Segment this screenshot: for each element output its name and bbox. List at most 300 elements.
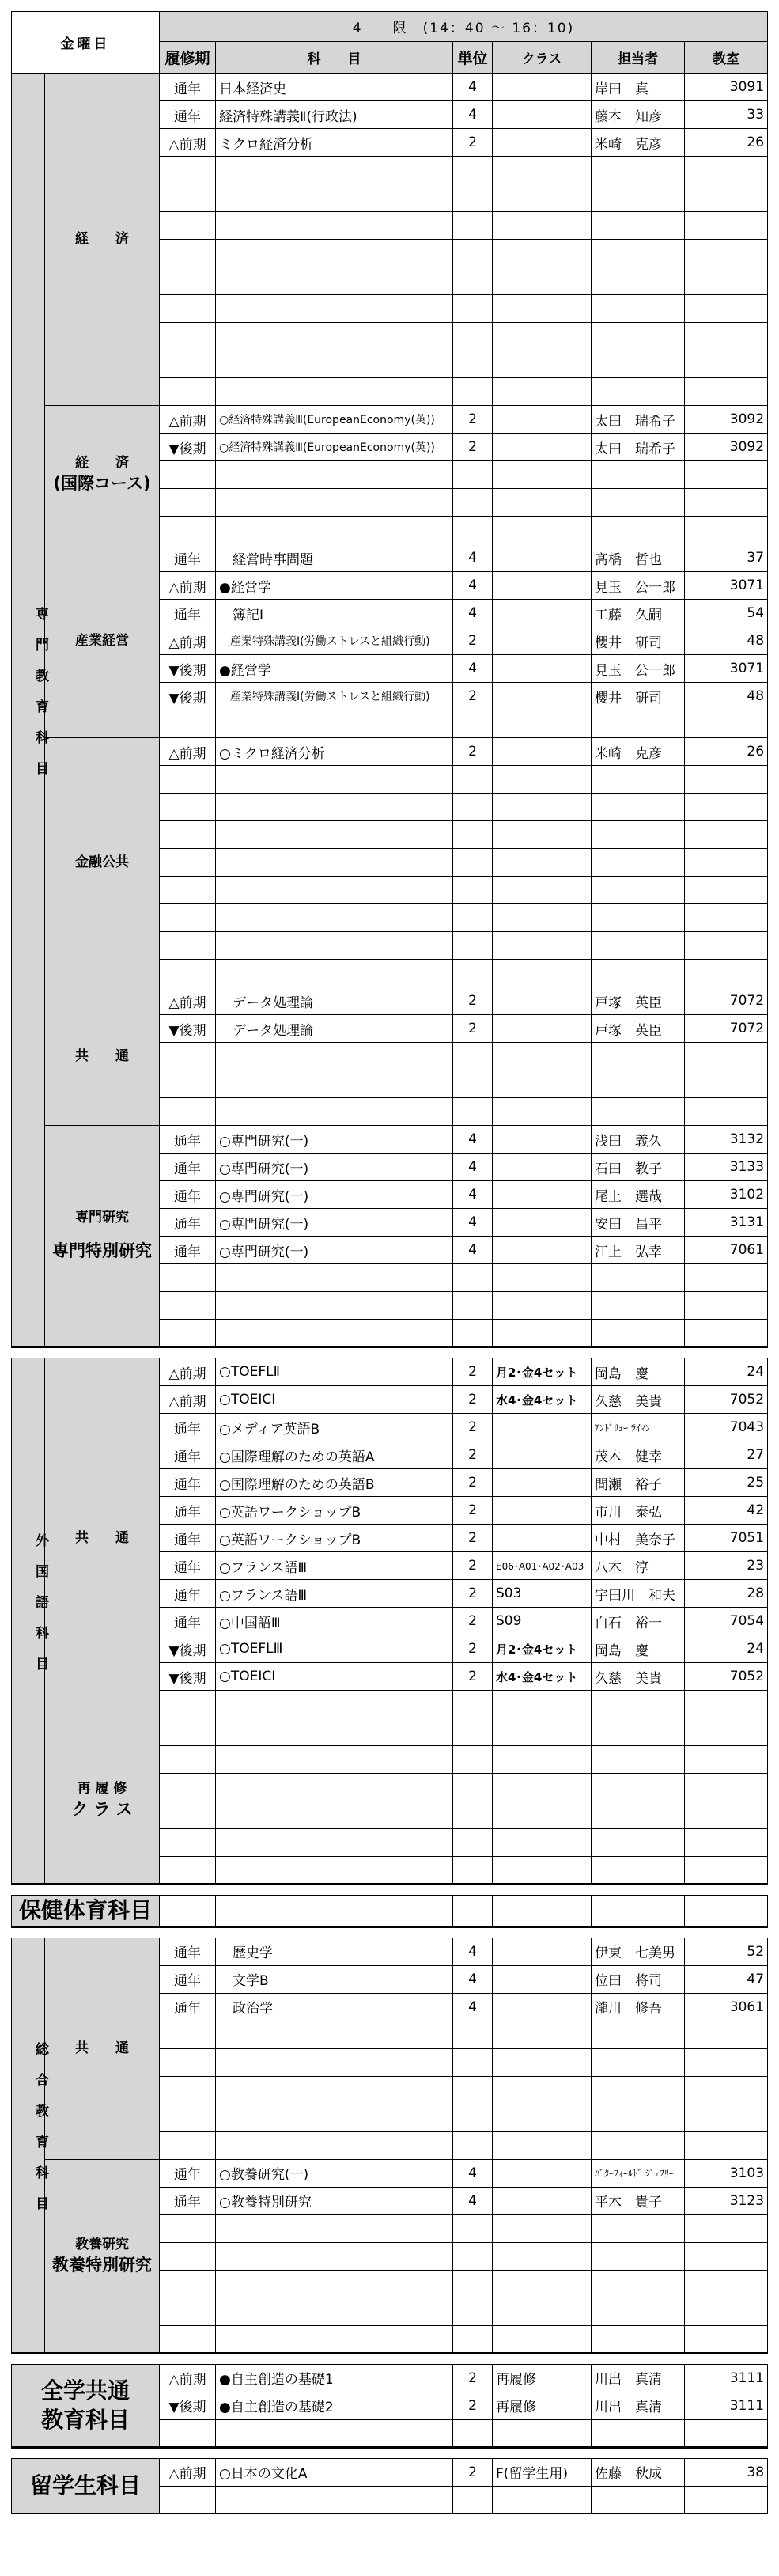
class-cell: [493, 295, 592, 323]
units-cell: 2: [453, 2458, 493, 2486]
class-cell: [493, 2325, 592, 2353]
course-cell: 歴史学: [216, 1938, 453, 1965]
subcategory-senmon_kenkyu: [45, 1126, 160, 1347]
subcategory-label: 共 通: [75, 2040, 129, 2056]
category-label: 保健体育科目: [18, 1897, 152, 1923]
units-cell: [453, 378, 493, 406]
class-cell: [493, 1181, 592, 1209]
room-cell: 3071: [685, 655, 768, 683]
class-cell: [493, 323, 592, 350]
course-cell: ○経済特殊講義Ⅲ(EuropeanEconomy(英)): [216, 434, 453, 461]
teacher-cell: [592, 904, 685, 932]
course-cell: ○メディア英語B: [216, 1414, 453, 1441]
room-cell: 27: [685, 1441, 768, 1469]
room-cell: 3103: [685, 2159, 768, 2187]
room-cell: 3132: [685, 1126, 768, 1154]
teacher-cell: 櫻井 研司: [592, 683, 685, 710]
course-cell: [216, 1264, 453, 1292]
course-cell: [216, 461, 453, 489]
class-cell: [493, 766, 592, 794]
units-cell: [453, 2419, 493, 2447]
class-cell: [493, 821, 592, 849]
units-cell: [453, 766, 493, 794]
course-cell: [216, 2486, 453, 2513]
course-cell: [216, 184, 453, 212]
day-title: 金曜日: [12, 12, 160, 74]
room-cell: 38: [685, 2458, 768, 2486]
units-cell: [453, 1718, 493, 1746]
units-cell: [453, 2486, 493, 2513]
class-cell: [493, 2131, 592, 2159]
teacher-cell: 米崎 克彦: [592, 738, 685, 766]
term-cell: 通年: [160, 1608, 216, 1635]
units-cell: 2: [453, 129, 493, 157]
teacher-cell: [592, 2131, 685, 2159]
teacher-cell: 安田 昌平: [592, 1209, 685, 1237]
class-cell: 水4･金4セット: [493, 1386, 592, 1414]
term-cell: ▼後期: [160, 1015, 216, 1043]
units-cell: 2: [453, 987, 493, 1015]
teacher-cell: [592, 932, 685, 960]
room-cell: [685, 960, 768, 987]
course-cell: [216, 1098, 453, 1126]
term-cell: [160, 960, 216, 987]
teacher-cell: [592, 2486, 685, 2513]
class-cell: E06･A01･A02･A03: [493, 1552, 592, 1580]
class-cell: [493, 1154, 592, 1181]
term-cell: [160, 350, 216, 378]
term-cell: [160, 766, 216, 794]
teacher-cell: [592, 1829, 685, 1857]
teacher-cell: [592, 461, 685, 489]
class-cell: [493, 2021, 592, 2048]
units-cell: 2: [453, 1386, 493, 1414]
teacher-cell: [592, 1043, 685, 1070]
teacher-cell: [592, 1264, 685, 1292]
units-cell: 2: [453, 2364, 493, 2392]
teacher-cell: [592, 350, 685, 378]
term-cell: [160, 2325, 216, 2353]
timetable-sheet: [11, 11, 767, 2514]
units-cell: 4: [453, 655, 493, 683]
class-cell: [493, 710, 592, 738]
teacher-cell: 久慈 美貴: [592, 1386, 685, 1414]
subcategory-label: 共 通: [75, 1047, 129, 1064]
course-cell: ○国際理解のための英語A: [216, 1441, 453, 1469]
course-cell: [216, 794, 453, 821]
teacher-cell: 久慈 美貴: [592, 1663, 685, 1691]
course-cell: [216, 766, 453, 794]
table-row: [12, 74, 768, 101]
term-cell: [160, 2214, 216, 2242]
term-cell: ▼後期: [160, 655, 216, 683]
course-cell: [216, 2270, 453, 2298]
teacher-cell: [592, 489, 685, 517]
term-cell: [160, 794, 216, 821]
course-cell: [216, 267, 453, 295]
class-cell: [493, 572, 592, 600]
room-cell: [685, 1043, 768, 1070]
room-cell: [685, 461, 768, 489]
subcategory-label: 経 済: [75, 455, 129, 472]
room-cell: 42: [685, 1497, 768, 1525]
course-cell: [216, 1292, 453, 1320]
room-cell: 3092: [685, 434, 768, 461]
course-cell: [216, 212, 453, 240]
class-cell: [493, 1320, 592, 1347]
teacher-cell: [592, 2214, 685, 2242]
class-cell: [493, 627, 592, 655]
teacher-cell: [592, 1320, 685, 1347]
units-cell: [453, 1774, 493, 1801]
course-cell: ●自主創造の基礎2: [216, 2392, 453, 2419]
units-cell: 4: [453, 1209, 493, 1237]
units-cell: 2: [453, 1663, 493, 1691]
teacher-cell: 伊東 七美男: [592, 1938, 685, 1965]
room-cell: [685, 794, 768, 821]
units-cell: [453, 1264, 493, 1292]
room-cell: [685, 849, 768, 877]
term-cell: ▼後期: [160, 1663, 216, 1691]
col-course-header: 科 目: [216, 42, 453, 74]
class-cell: S09: [493, 1608, 592, 1635]
subcategory-label: 金融公共: [75, 854, 129, 870]
teacher-cell: 中村 美奈子: [592, 1525, 685, 1552]
course-cell: [216, 2419, 453, 2447]
teacher-cell: 江上 弘幸: [592, 1237, 685, 1264]
room-cell: 24: [685, 1635, 768, 1663]
room-cell: 3091: [685, 74, 768, 101]
teacher-cell: [592, 267, 685, 295]
room-cell: 48: [685, 627, 768, 655]
term-cell: [160, 2486, 216, 2513]
teacher-cell: [592, 766, 685, 794]
units-cell: [453, 1829, 493, 1857]
units-cell: 4: [453, 572, 493, 600]
room-cell: 7072: [685, 1015, 768, 1043]
course-cell: [216, 2325, 453, 2353]
course-cell: ミクロ経済分析: [216, 129, 453, 157]
units-cell: 4: [453, 1938, 493, 1965]
term-cell: [160, 2419, 216, 2447]
class-cell: [493, 1801, 592, 1829]
teacher-cell: 工藤 久嗣: [592, 600, 685, 627]
course-cell: ○専門研究(一): [216, 1154, 453, 1181]
col-term-header: 履修期: [160, 42, 216, 74]
term-cell: [160, 710, 216, 738]
course-cell: ○TOEICI: [216, 1386, 453, 1414]
units-cell: 2: [453, 683, 493, 710]
class-cell: [493, 683, 592, 710]
room-cell: [685, 1774, 768, 1801]
class-cell: [493, 1237, 592, 1264]
course-cell: [216, 904, 453, 932]
teacher-cell: 岡島 慶: [592, 1635, 685, 1663]
course-cell: ○フランス語Ⅲ: [216, 1580, 453, 1608]
section-gap-cell: [12, 2353, 768, 2364]
term-cell: 通年: [160, 1154, 216, 1181]
course-cell: [216, 2298, 453, 2325]
term-cell: 通年: [160, 1965, 216, 1993]
course-cell: ○教養特別研究: [216, 2187, 453, 2214]
room-cell: 7054: [685, 1608, 768, 1635]
units-cell: 2: [453, 1525, 493, 1552]
table-row: [12, 1896, 768, 1927]
room-cell: [685, 184, 768, 212]
class-cell: S03: [493, 1580, 592, 1608]
course-cell: [216, 295, 453, 323]
room-cell: 3071: [685, 572, 768, 600]
units-cell: 2: [453, 738, 493, 766]
teacher-cell: [592, 1896, 685, 1927]
subcategory-kyotsu_senmon: [45, 987, 160, 1126]
class-cell: [493, 1070, 592, 1098]
teacher-cell: [592, 1718, 685, 1746]
units-cell: [453, 2298, 493, 2325]
room-cell: 26: [685, 738, 768, 766]
teacher-cell: 瀧川 修吾: [592, 1993, 685, 2021]
teacher-cell: 岡島 慶: [592, 1358, 685, 1386]
teacher-cell: [592, 960, 685, 987]
course-cell: [216, 710, 453, 738]
teacher-cell: 藤本 知彦: [592, 101, 685, 129]
teacher-cell: [592, 1292, 685, 1320]
course-cell: [216, 1857, 453, 1885]
room-cell: 7061: [685, 1237, 768, 1264]
course-cell: 政治学: [216, 1993, 453, 2021]
course-cell: [216, 2242, 453, 2270]
class-cell: [493, 129, 592, 157]
units-cell: 2: [453, 1414, 493, 1441]
course-cell: [216, 323, 453, 350]
term-cell: △前期: [160, 738, 216, 766]
room-cell: [685, 1829, 768, 1857]
class-cell: [493, 2486, 592, 2513]
room-cell: [685, 2104, 768, 2131]
course-cell: [216, 2048, 453, 2076]
category-zengaku: [12, 2364, 160, 2447]
teacher-cell: 太田 瑞希子: [592, 434, 685, 461]
table-row: [12, 987, 768, 1015]
category-label: 教育科目: [40, 2407, 130, 2434]
term-cell: 通年: [160, 74, 216, 101]
term-cell: 通年: [160, 1525, 216, 1552]
room-cell: [685, 2298, 768, 2325]
class-cell: [493, 1209, 592, 1237]
term-cell: [160, 323, 216, 350]
term-cell: ▼後期: [160, 2392, 216, 2419]
term-cell: [160, 212, 216, 240]
teacher-cell: [592, 212, 685, 240]
subcategory-label: 教養特別研究: [52, 2255, 152, 2275]
room-cell: 3102: [685, 1181, 768, 1209]
units-cell: 2: [453, 1497, 493, 1525]
category-senmon: [12, 74, 48, 1347]
room-cell: [685, 267, 768, 295]
term-cell: [160, 2076, 216, 2104]
teacher-cell: [592, 1070, 685, 1098]
term-cell: 通年: [160, 1126, 216, 1154]
teacher-cell: [592, 2104, 685, 2131]
table-row: [12, 406, 768, 434]
term-cell: [160, 2048, 216, 2076]
room-cell: 3061: [685, 1993, 768, 2021]
room-cell: [685, 2270, 768, 2298]
units-cell: 2: [453, 406, 493, 434]
class-cell: 再履修: [493, 2392, 592, 2419]
table-row: [12, 544, 768, 572]
course-cell: 簿記Ⅰ: [216, 600, 453, 627]
class-cell: [493, 2270, 592, 2298]
course-cell: [216, 1896, 453, 1927]
room-cell: 24: [685, 1358, 768, 1386]
class-cell: [493, 2048, 592, 2076]
category-ryugaku: [12, 2458, 160, 2513]
units-cell: [453, 350, 493, 378]
teacher-cell: 米崎 克彦: [592, 129, 685, 157]
table-row: [12, 738, 768, 766]
course-cell: ●経営学: [216, 655, 453, 683]
class-cell: [493, 1965, 592, 1993]
class-cell: [493, 1718, 592, 1746]
units-cell: [453, 960, 493, 987]
units-cell: 4: [453, 101, 493, 129]
room-cell: [685, 212, 768, 240]
units-cell: [453, 1857, 493, 1885]
course-cell: [216, 1829, 453, 1857]
class-cell: [493, 212, 592, 240]
term-cell: 通年: [160, 1497, 216, 1525]
units-cell: [453, 932, 493, 960]
room-cell: [685, 710, 768, 738]
teacher-cell: [592, 1746, 685, 1774]
class-cell: [493, 434, 592, 461]
term-cell: △前期: [160, 1386, 216, 1414]
term-cell: [160, 904, 216, 932]
room-cell: 25: [685, 1469, 768, 1497]
units-cell: [453, 212, 493, 240]
subcategory-keizai_intl: [45, 406, 160, 544]
teacher-cell: [592, 1098, 685, 1126]
term-cell: △前期: [160, 1358, 216, 1386]
course-cell: [216, 2076, 453, 2104]
room-cell: [685, 378, 768, 406]
class-cell: [493, 1292, 592, 1320]
course-cell: ○専門研究(一): [216, 1209, 453, 1237]
teacher-cell: ｱﾝﾄﾞﾘｭｰ ﾗｲﾏﾝ: [592, 1414, 685, 1441]
teacher-cell: [592, 240, 685, 267]
term-cell: [160, 2104, 216, 2131]
class-cell: [493, 101, 592, 129]
units-cell: [453, 461, 493, 489]
class-cell: [493, 960, 592, 987]
room-cell: [685, 1292, 768, 1320]
category-label: 全学共通: [40, 2377, 130, 2404]
course-cell: 産業特殊講義Ⅰ(労働ストレスと組織行動): [216, 683, 453, 710]
units-cell: 2: [453, 434, 493, 461]
room-cell: [685, 1098, 768, 1126]
units-cell: 4: [453, 1181, 493, 1209]
section-gap-cell: [12, 2447, 768, 2458]
col-units-header: 単位: [453, 42, 493, 74]
class-cell: [493, 1043, 592, 1070]
class-cell: [493, 1691, 592, 1718]
room-cell: 7051: [685, 1525, 768, 1552]
units-cell: 4: [453, 544, 493, 572]
room-cell: [685, 2076, 768, 2104]
room-cell: [685, 877, 768, 904]
class-cell: [493, 2187, 592, 2214]
category-gaikokugo: [12, 1358, 48, 1885]
units-cell: [453, 1746, 493, 1774]
room-cell: [685, 1718, 768, 1746]
term-cell: [160, 1691, 216, 1718]
room-cell: [685, 2048, 768, 2076]
units-cell: [453, 489, 493, 517]
course-cell: ○英語ワークショップB: [216, 1497, 453, 1525]
term-cell: [160, 517, 216, 544]
room-cell: [685, 1801, 768, 1829]
units-cell: [453, 2214, 493, 2242]
room-cell: 3131: [685, 1209, 768, 1237]
class-cell: [493, 378, 592, 406]
class-cell: [493, 1938, 592, 1965]
term-cell: [160, 1320, 216, 1347]
table-row: [12, 1126, 768, 1154]
room-cell: 33: [685, 101, 768, 129]
course-cell: ○専門研究(一): [216, 1237, 453, 1264]
subcategory-label: 共 通: [75, 1529, 129, 1546]
term-cell: 通年: [160, 544, 216, 572]
subcategory-label: 専門研究: [75, 1210, 129, 1226]
units-cell: 2: [453, 1580, 493, 1608]
course-cell: ○英語ワークショップB: [216, 1525, 453, 1552]
term-cell: △前期: [160, 572, 216, 600]
term-cell: 通年: [160, 1237, 216, 1264]
course-cell: [216, 350, 453, 378]
category-label: 留学生科目: [29, 2472, 141, 2499]
term-cell: [160, 157, 216, 184]
room-cell: [685, 323, 768, 350]
units-cell: [453, 2242, 493, 2270]
class-cell: [493, 1469, 592, 1497]
term-cell: ▼後期: [160, 1635, 216, 1663]
teacher-cell: 白石 裕一: [592, 1608, 685, 1635]
section-gap: [12, 1347, 768, 1358]
units-cell: [453, 157, 493, 184]
course-cell: ○ミクロ経済分析: [216, 738, 453, 766]
subcategory-keizai: [45, 74, 160, 406]
class-cell: [493, 1264, 592, 1292]
subcategory-label: 専門特別研究: [52, 1241, 152, 1261]
units-cell: [453, 1320, 493, 1347]
units-cell: [453, 1098, 493, 1126]
class-cell: [493, 1441, 592, 1469]
room-cell: [685, 2325, 768, 2353]
units-cell: [453, 821, 493, 849]
teacher-cell: [592, 517, 685, 544]
units-cell: 2: [453, 2392, 493, 2419]
class-cell: [493, 1896, 592, 1927]
col-class-header: クラス: [493, 42, 592, 74]
term-cell: [160, 2242, 216, 2270]
class-cell: [493, 987, 592, 1015]
class-cell: [493, 157, 592, 184]
room-cell: 3111: [685, 2364, 768, 2392]
course-cell: [216, 1043, 453, 1070]
term-cell: [160, 267, 216, 295]
course-cell: ○日本の文化A: [216, 2458, 453, 2486]
